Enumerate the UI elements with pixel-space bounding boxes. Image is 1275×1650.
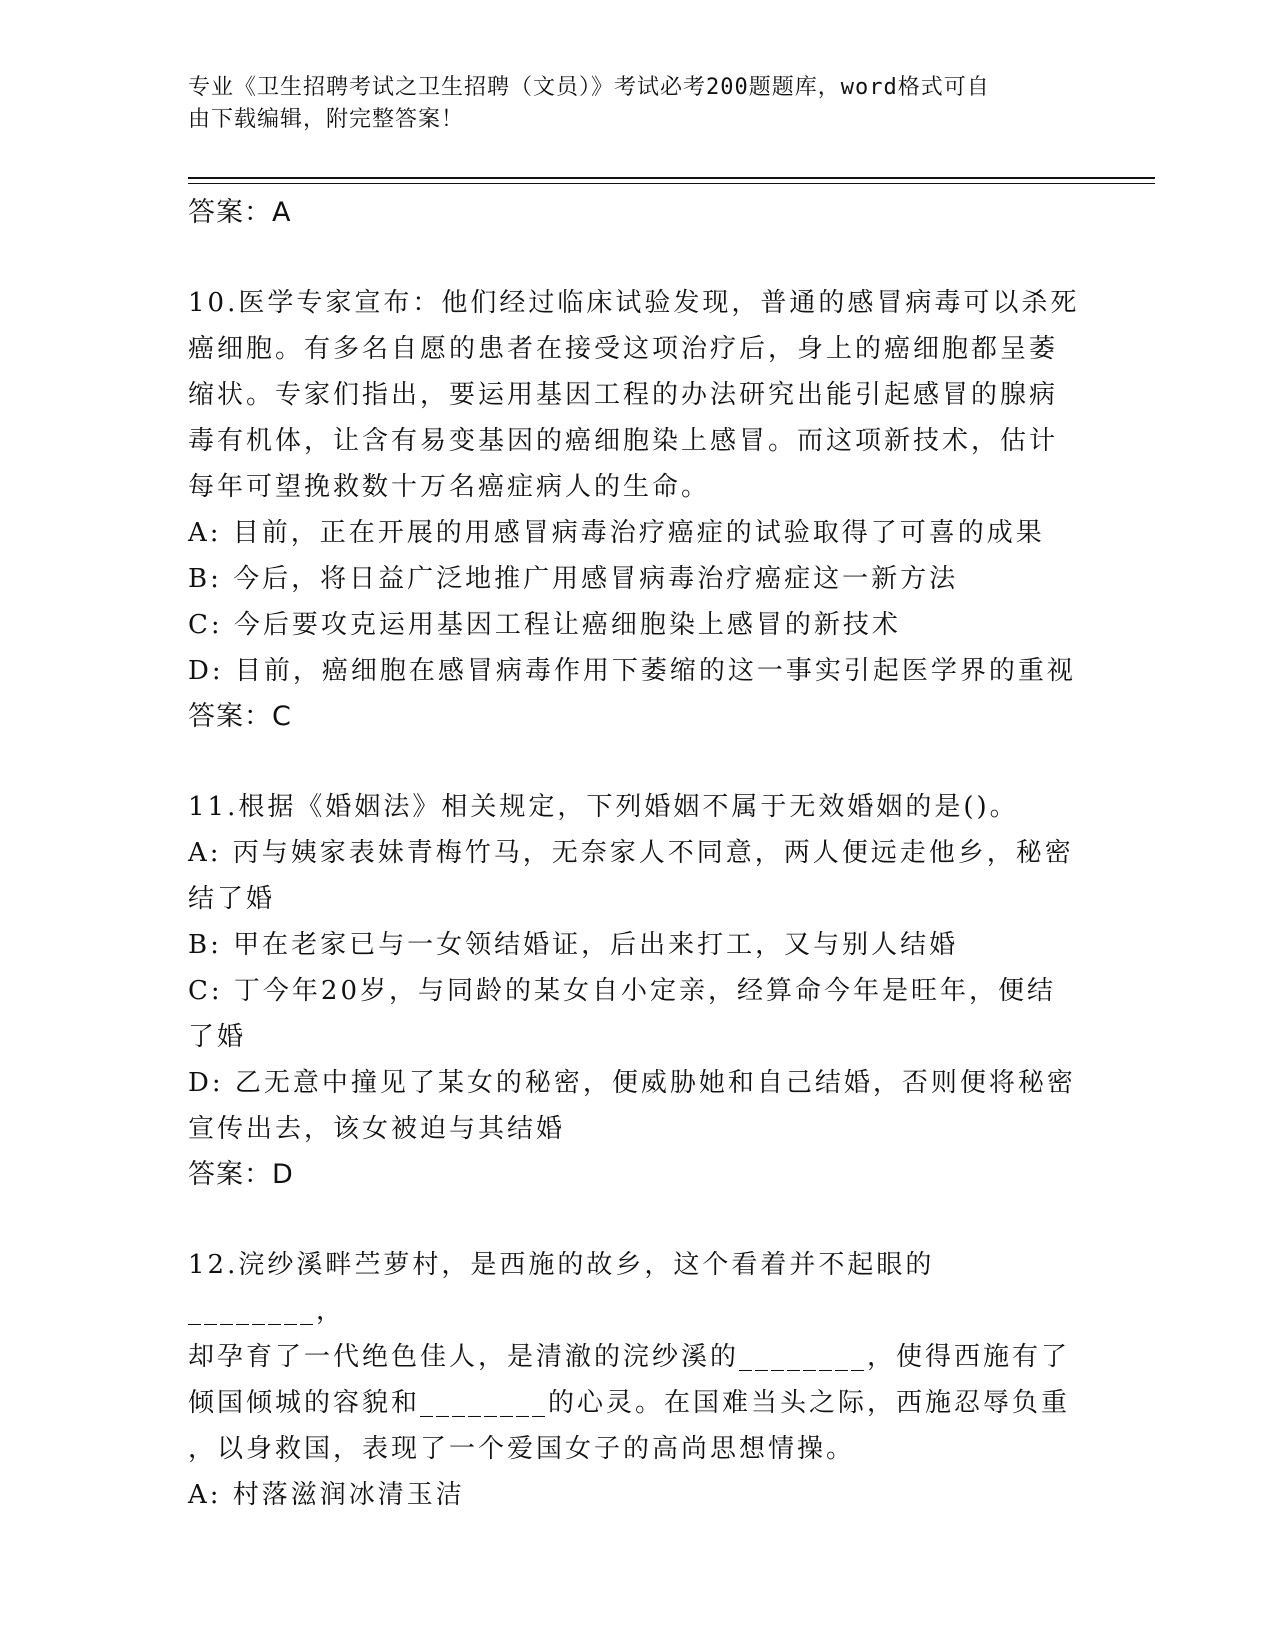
question-stem-line: 缩状。专家们指出，要运用基因工程的办法研究出能引起感冒的腺病 [188,380,1059,410]
answer-option-line: 了婚 [188,1022,247,1052]
answer-option [188,648,1088,694]
question-stem-line: 每年可望挽救数十万名癌症病人的生命。 [188,472,711,502]
question-block [188,1242,1088,1518]
question-stem [188,1242,1088,1472]
answer-option [188,1472,1088,1518]
answer-option-line: C: 今后要攻克运用基因工程让癌细胞染上感冒的新技术 [188,610,901,640]
question-stem [188,280,1088,510]
answer-option-line: B: 甲在老家已与一女领结婚证，后出来打工，又与别人结婚 [188,930,959,960]
question-block [188,280,1088,740]
question-stem-line: 癌细胞。有多名自愿的患者在接受这项治疗后，身上的癌细胞都呈萎 [188,334,1059,364]
header-divider [188,177,1155,179]
answer-option-line: A: 村落滋润冰清玉洁 [188,1480,465,1510]
question-list [188,280,1088,1518]
answer-option-line: D: 目前，癌细胞在感冒病毒作用下萎缩的这一事实引起医学界的重视 [188,656,1076,686]
question-stem-line: 11.根据《婚姻法》相关规定，下列婚姻不属于无效婚姻的是()。 [188,792,1019,822]
question-stem-line: 毒有机体，让含有易变基因的癌细胞染上感冒。而这项新技术，估计 [188,426,1059,456]
answer-option-line: B: 今后，将日益广泛地推广用感冒病毒治疗癌症这一新方法 [188,564,959,594]
answer-option [188,830,1088,922]
answer-line: 答案：C [188,701,292,732]
header-divider-thin [188,183,1155,184]
document-header [188,72,1088,136]
question-stem-line: 12.浣纱溪畔苎萝村，是西施的故乡，这个看着并不起眼的________， [188,1250,935,1326]
answer-option-line: C: 丁今年20岁，与同龄的某女自小定亲，经算命今年是旺年，便结 [188,976,1057,1006]
header-line: 由下载编辑，附完整答案！ [188,107,465,132]
question-stem-line: ，以身救国，表现了一个爱国女子的高尚思想情操。 [188,1434,856,1464]
document-body [188,190,1088,1518]
question-stem-line: 10.医学专家宣布：他们经过临床试验发现，普通的感冒病毒可以杀死 [188,288,1080,318]
question-stem-line: 却孕育了一代绝色佳人，是清澈的浣纱溪的________，使得西施有了 [188,1342,1071,1372]
answer-option-line: A: 丙与姨家表妹青梅竹马，无奈家人不同意，两人便远走他乡，秘密 [188,838,1074,868]
answer-line: 答案：D [188,1159,294,1190]
question-stem [188,784,1088,830]
answer-option-line: D: 乙无意中撞见了某女的秘密，便威胁她和自己结婚，否则便将秘密 [188,1068,1076,1098]
answer-option [188,968,1088,1060]
answer-option-line: A: 目前，正在开展的用感冒病毒治疗癌症的试验取得了可喜的成果 [188,518,1045,548]
answer-line: 答案：A [188,197,292,228]
header-line: 专业《卫生招聘考试之卫生招聘（文员）》考试必考200题题库，word格式可自 [188,75,990,100]
answer-option [188,556,1088,602]
answer-option [188,1060,1088,1152]
answer-option [188,510,1088,556]
answer-option-line: 结了婚 [188,884,276,914]
answer-option [188,922,1088,968]
answer-option [188,602,1088,648]
question-stem-line: 倾国倾城的容貌和________的心灵。在国难当头之际，西施忍辱负重 [188,1388,1071,1418]
answer-option-line: 宣传出去，该女被迫与其结婚 [188,1114,566,1144]
question-block [188,784,1088,1198]
